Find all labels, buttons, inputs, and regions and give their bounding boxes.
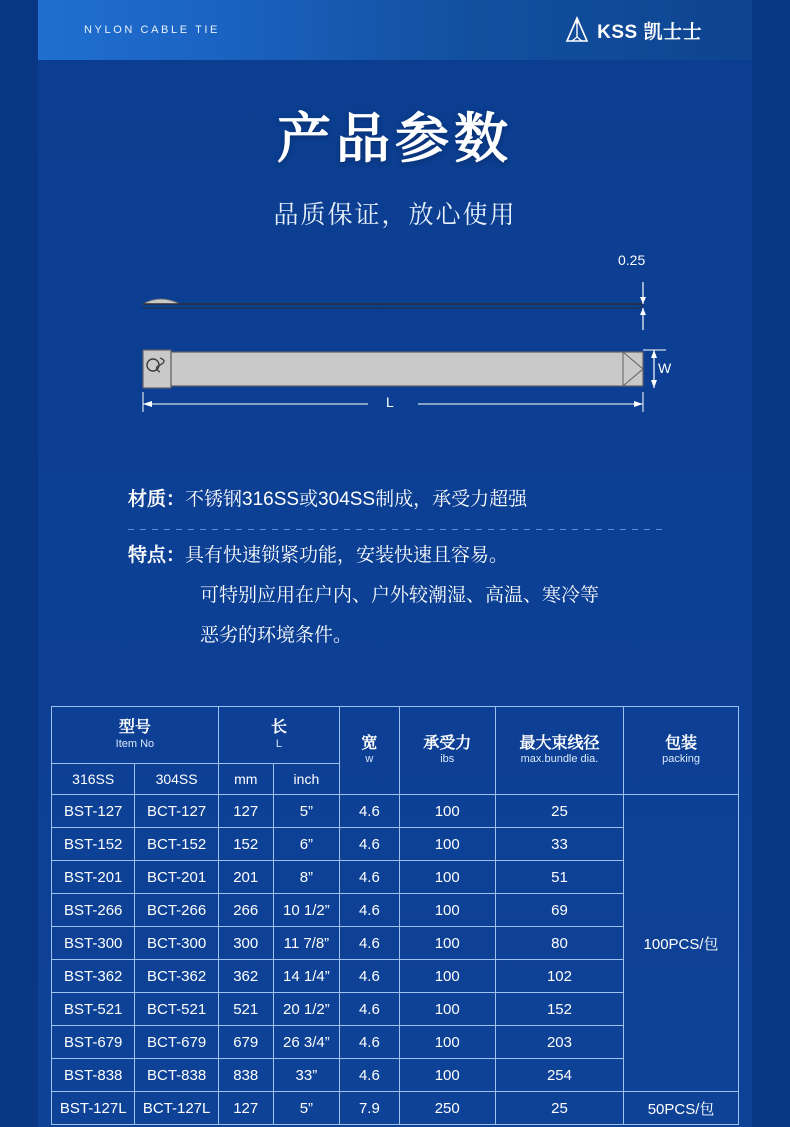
width-dimension-label: W — [658, 360, 672, 376]
cell-inch: 26 3/4” — [273, 1026, 339, 1059]
cell-force: 100 — [399, 795, 495, 828]
header-model — [52, 707, 219, 764]
header-force — [399, 707, 495, 795]
cell-mm: 679 — [218, 1026, 273, 1059]
page-title: 产品参数 — [277, 107, 513, 170]
cell-304ss: BCT-201 — [135, 861, 218, 894]
page-subtitle: 品质保证，放心使用 — [273, 201, 517, 229]
cell-304ss: BCT-266 — [135, 894, 218, 927]
cell-force: 100 — [399, 894, 495, 927]
cell-bundle: 69 — [495, 894, 623, 927]
cell-width: 4.6 — [340, 894, 400, 927]
length-dimension-label: L — [386, 394, 394, 410]
header-length-cn: 长 — [270, 719, 287, 737]
feature-label: 特点： — [128, 545, 186, 566]
cell-force: 100 — [399, 1026, 495, 1059]
cell-mm: 521 — [218, 993, 273, 1026]
header-category-label: NYLON CABLE TIE — [84, 24, 220, 36]
cell-force: 100 — [399, 927, 495, 960]
cell-304ss: BCT-838 — [135, 1059, 218, 1092]
material-value: 不锈钢316SS或304SS制成，承受力超强 — [185, 489, 528, 510]
thickness-dimension-label: 0.25 — [618, 252, 646, 268]
cell-316ss: BST-201 — [52, 861, 135, 894]
cell-width: 4.6 — [340, 795, 400, 828]
cell-bundle: 51 — [495, 861, 623, 894]
cell-mm: 152 — [218, 828, 273, 861]
table-body — [52, 795, 739, 1125]
header-width-en: w — [365, 753, 374, 766]
cell-mm: 362 — [218, 960, 273, 993]
cell-width: 7.9 — [340, 1092, 400, 1125]
cell-bundle: 254 — [495, 1059, 623, 1092]
cell-inch: 33” — [273, 1059, 339, 1092]
cell-width: 4.6 — [340, 861, 400, 894]
cell-force: 100 — [399, 828, 495, 861]
header-model-304: 304SS — [135, 764, 218, 795]
spec-table — [51, 706, 739, 1125]
header-width-cn: 宽 — [361, 734, 378, 752]
cell-bundle: 102 — [495, 960, 623, 993]
header-bundle — [495, 707, 623, 795]
feature-value-line3: 恶劣的环境条件。 — [200, 625, 353, 646]
cell-304ss: BCT-127 — [135, 795, 218, 828]
header-model-en: Item No — [115, 737, 155, 750]
header-force-en: ibs — [440, 753, 455, 766]
product-dimension-diagram — [118, 252, 688, 427]
table-row — [52, 1092, 739, 1125]
header-packing — [624, 707, 739, 795]
brand-logo — [564, 16, 734, 44]
header-length — [218, 707, 339, 764]
cell-packing-50: 50PCS/包 — [624, 1092, 739, 1125]
cell-316ss: BST-679 — [52, 1026, 135, 1059]
cell-width: 4.6 — [340, 1059, 400, 1092]
cell-inch: 6” — [273, 828, 339, 861]
header-length-inch: inch — [273, 764, 339, 795]
header-packing-cn: 包装 — [665, 734, 698, 752]
cell-304ss: BCT-127L — [135, 1092, 218, 1125]
cell-width: 4.6 — [340, 960, 400, 993]
cell-316ss: BST-838 — [52, 1059, 135, 1092]
cell-304ss: BCT-521 — [135, 993, 218, 1026]
cell-inch: 5” — [273, 1092, 339, 1125]
cell-force: 100 — [399, 993, 495, 1026]
cell-316ss: BST-152 — [52, 828, 135, 861]
cell-304ss: BCT-300 — [135, 927, 218, 960]
page-header — [38, 0, 752, 60]
brand-name: KSS 凯士士 — [597, 21, 702, 43]
cell-width: 4.6 — [340, 828, 400, 861]
cell-width: 4.6 — [340, 993, 400, 1026]
feature-value: 具有快速锁紧功能，安装快速且容易。 — [185, 545, 509, 566]
cell-304ss: BCT-679 — [135, 1026, 218, 1059]
cell-force: 100 — [399, 861, 495, 894]
cell-force: 100 — [399, 1059, 495, 1092]
header-length-en: L — [275, 737, 283, 750]
header-packing-en: packing — [662, 753, 700, 766]
spec-divider — [128, 529, 666, 530]
cell-316ss: BST-266 — [52, 894, 135, 927]
cell-bundle: 80 — [495, 927, 623, 960]
cell-316ss: BST-127 — [52, 795, 135, 828]
material-spec-row — [128, 480, 673, 520]
cell-bundle: 25 — [495, 795, 623, 828]
cell-inch: 14 1/4” — [273, 960, 339, 993]
feature-spec-row — [128, 536, 673, 576]
table-row — [52, 795, 739, 828]
cell-width: 4.6 — [340, 1026, 400, 1059]
cell-inch: 5” — [273, 795, 339, 828]
cell-316ss: BST-362 — [52, 960, 135, 993]
header-width — [340, 707, 400, 795]
cell-inch: 20 1/2” — [273, 993, 339, 1026]
material-label: 材质： — [128, 489, 186, 510]
header-force-cn: 承受力 — [423, 734, 472, 752]
cell-316ss: BST-521 — [52, 993, 135, 1026]
cell-force: 100 — [399, 960, 495, 993]
cell-mm: 127 — [218, 1092, 273, 1125]
kss-triangle-logo-icon — [564, 16, 590, 44]
cell-mm: 201 — [218, 861, 273, 894]
cell-packing-100: 100PCS/包 — [624, 795, 739, 1092]
cell-force: 250 — [399, 1092, 495, 1125]
cell-304ss: BCT-362 — [135, 960, 218, 993]
feature-value-line2: 可特别应用在户内、户外较潮湿、高温、寒冷等 — [200, 585, 600, 606]
cell-inch: 8” — [273, 861, 339, 894]
header-bundle-en: max.bundle dia. — [520, 753, 599, 766]
cell-304ss: BCT-152 — [135, 828, 218, 861]
header-length-mm: mm — [218, 764, 273, 795]
header-model-cn: 型号 — [118, 719, 151, 737]
specifications-block — [128, 480, 673, 656]
spec-table-container — [51, 706, 739, 1125]
cell-mm: 838 — [218, 1059, 273, 1092]
cell-mm: 300 — [218, 927, 273, 960]
cell-bundle: 25 — [495, 1092, 623, 1125]
cell-inch: 10 1/2” — [273, 894, 339, 927]
cell-bundle: 203 — [495, 1026, 623, 1059]
cell-316ss: BST-127L — [52, 1092, 135, 1125]
cell-316ss: BST-300 — [52, 927, 135, 960]
cell-mm: 266 — [218, 894, 273, 927]
cell-bundle: 33 — [495, 828, 623, 861]
cell-width: 4.6 — [340, 927, 400, 960]
table-header-row-1 — [52, 707, 739, 764]
cell-inch: 11 7/8” — [273, 927, 339, 960]
cell-bundle: 152 — [495, 993, 623, 1026]
cell-mm: 127 — [218, 795, 273, 828]
header-model-316: 316SS — [52, 764, 135, 795]
header-bundle-cn: 最大束线径 — [519, 734, 600, 752]
